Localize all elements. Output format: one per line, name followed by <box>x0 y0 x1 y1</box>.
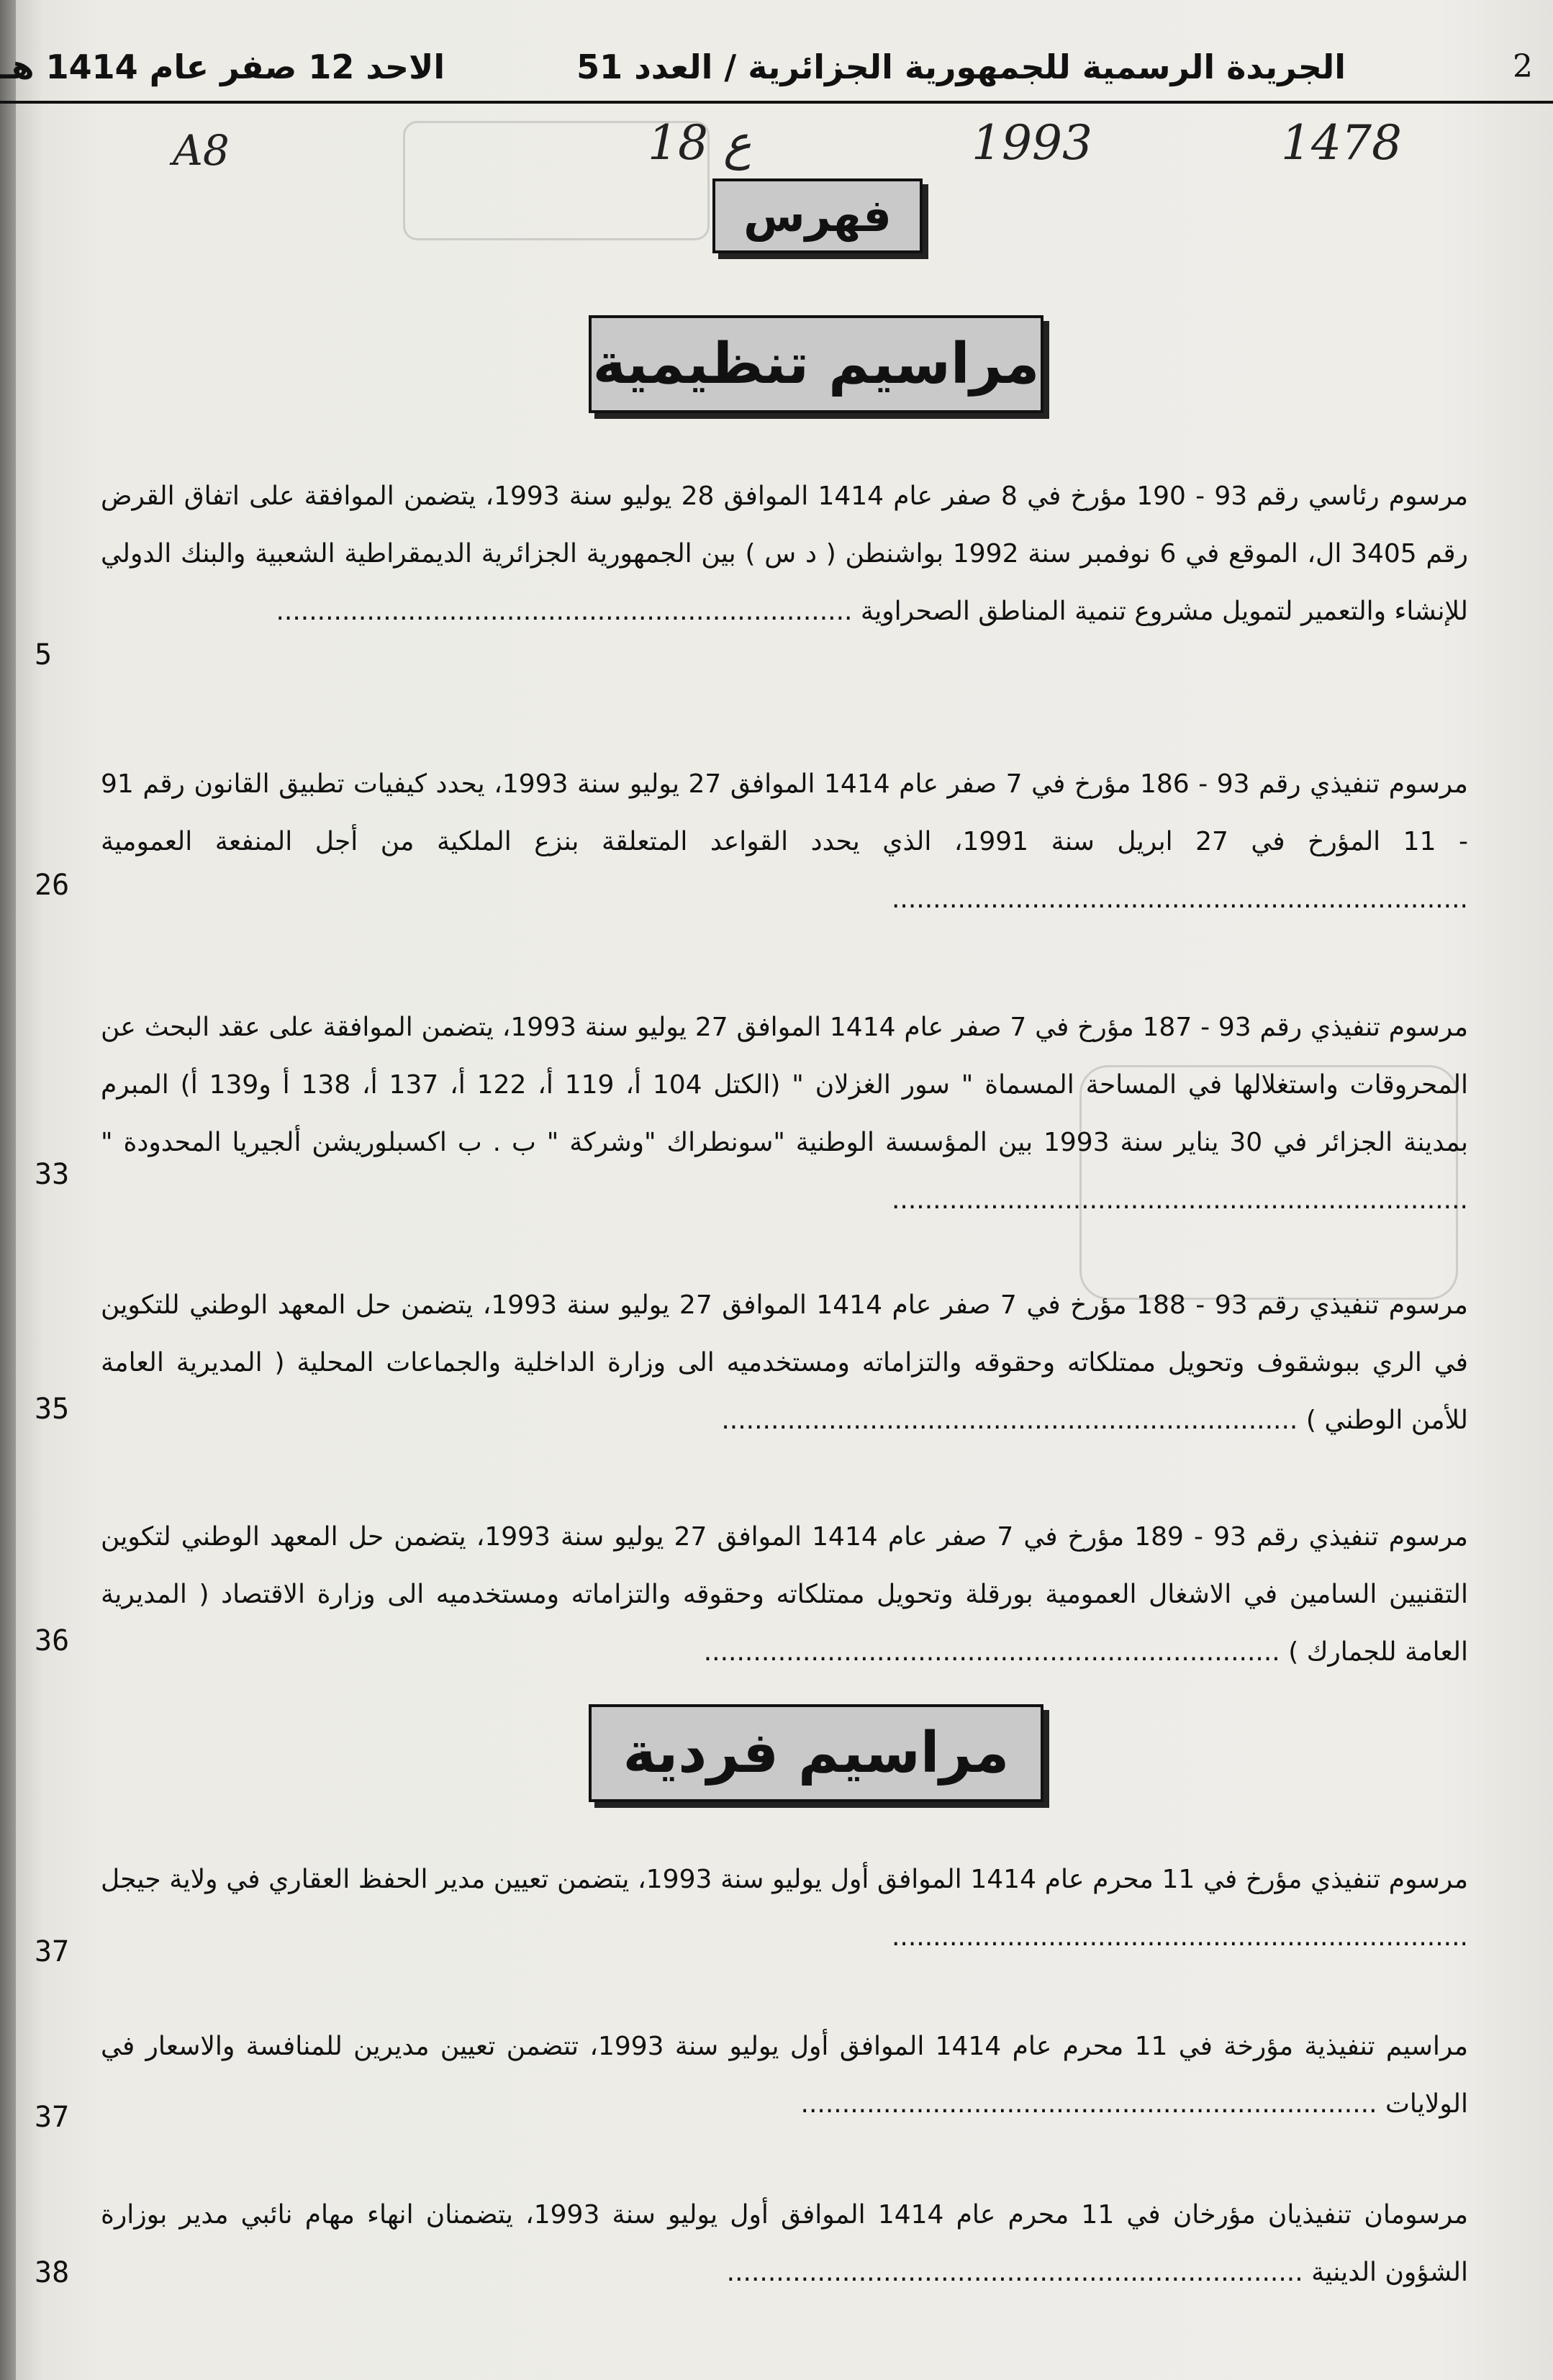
toc-entry-text: مرسوم تنفيذي رقم 93 - 188 مؤرخ في 7 صفر عام 1414 الموافق 27 يوليو سنة 1993، يتضمن حل المعهد الوطني للتكوين في الري ببوشقوف وتحويل ممتلكاته وحقوقه والتزاماته ومستخدميه الى وزارة الداخلية والجماعات المحلية ( المديرية العامة للأمن الوطني ) ..... <box>101 1290 1468 1435</box>
toc-entry-text: مرسوم تنفيذي رقم 93 - 186 مؤرخ في 7 صفر عام 1414 الموافق 27 يوليو سنة 1993، يحدد كيفيات تطبيق القانون رقم 91 - 11 المؤرخ في 27 ابريل سنة 1991، الذي يحدد القواعد المتعلقة بنزع الملكية من أجل المنفعة العمومية ..... <box>101 769 1468 914</box>
toc-entry-page: 26 <box>35 869 70 902</box>
toc-entry-text: مراسيم تنفيذية مؤرخة في 11 محرم عام 1414 الموافق أول يوليو سنة 1993، تتضمن تعيين مديرين للمنافسة والاسعار في الولايات ..... <box>101 2032 1468 2119</box>
section-title-regulatory-decrees: مراسيم تنظيمية <box>589 315 1043 413</box>
toc-entry-text: مرسوم رئاسي رقم 93 - 190 مؤرخ في 8 صفر عام 1414 الموافق 28 يوليو سنة 1993، يتضمن الموافقة على اتفاق القرض رقم 3405 ال، الموقع في 6 نوفمبر سنة 1992 بواشنطن ( د س ) بين الجمهورية الجزائرية الديمقراطية الشعبية والبنك الدولي للإنشاء والتعمير لتمويل مشروع تنمية المناطق الصحراوية ..... <box>101 481 1468 626</box>
issue-date: الاحد 12 صفر عام 1414 هـ <box>0 47 445 86</box>
toc-entry-page: 37 <box>35 1935 70 1968</box>
toc-entry[interactable] <box>101 1851 1468 1966</box>
toc-entry-text: مرسومان تنفيذيان مؤرخان في 11 محرم عام 1414 الموافق أول يوليو سنة 1993، يتضمنان انهاء مهام نائبي مدير بوزارة الشؤون الدينية ..... <box>101 2200 1468 2287</box>
toc-entry[interactable] <box>101 2186 1468 2302</box>
toc-entry-page: 37 <box>35 2101 70 2134</box>
header-rule <box>0 101 1553 104</box>
toc-entry[interactable] <box>101 999 1468 1229</box>
toc-entry[interactable] <box>101 1508 1468 1681</box>
toc-entry-text: مرسوم تنفيذي رقم 93 - 189 مؤرخ في 7 صفر عام 1414 الموافق 27 يوليو سنة 1993، يتضمن حل المعهد الوطني لتكوين التقنيين السامين في الاشغال العمومية بورقلة وتحويل ممتلكاته وحقوقه والتزاماته ومستخدميه الى وزارة الاقتصاد ( المديرية العامة للجمارك ) ..... <box>101 1522 1468 1667</box>
toc-title: فهرس <box>712 178 923 253</box>
page-number: 2 <box>1513 48 1533 85</box>
journal-title: الجريدة الرسمية للجمهورية الجزائرية / العدد 51 <box>576 47 1346 86</box>
toc-entry-page: 33 <box>35 1158 70 1191</box>
toc-entry[interactable] <box>101 1277 1468 1449</box>
handwritten-note: 1993 <box>972 115 1092 171</box>
toc-entry[interactable] <box>101 2018 1468 2133</box>
handwritten-note: 1478 <box>1281 115 1402 171</box>
handwritten-note: 18 ع <box>648 115 752 171</box>
toc-entry-page: 5 <box>35 638 53 671</box>
page-header <box>0 35 1533 99</box>
page-binding-edge <box>0 0 16 2380</box>
toc-entry-page: 35 <box>35 1393 70 1426</box>
handwritten-note: A8 <box>173 126 230 175</box>
section-title-individual-decrees: مراسيم فردية <box>589 1704 1043 1802</box>
toc-entry-page: 36 <box>35 1624 70 1657</box>
toc-entry-text: مرسوم تنفيذي رقم 93 - 187 مؤرخ في 7 صفر عام 1414 الموافق 27 يوليو سنة 1993، يتضمن الموافقة على عقد البحث عن المحروقات واستغلالها في المساحة المسماة " سور الغزلان " (الكتل 104 أ، 119 أ، 122 أ، 137 أ، 138 أ و139 أ) المبرم بمدينة الجزائر في 30 يناير سنة 1993 بين المؤسسة الوطنية "سونطراك "وشركة " ب . ب اكسبلوريشن ألجيريا المحدودة " ..... <box>101 1013 1468 1215</box>
toc-entry[interactable] <box>101 468 1468 698</box>
toc-entry-page: 38 <box>35 2256 70 2289</box>
toc-entry[interactable] <box>101 756 1468 928</box>
toc-entry-text: مرسوم تنفيذي مؤرخ في 11 محرم عام 1414 الموافق أول يوليو سنة 1993، يتضمن تعيين مدير الحفظ العقاري في ولاية جيجل ..... <box>101 1865 1468 1952</box>
